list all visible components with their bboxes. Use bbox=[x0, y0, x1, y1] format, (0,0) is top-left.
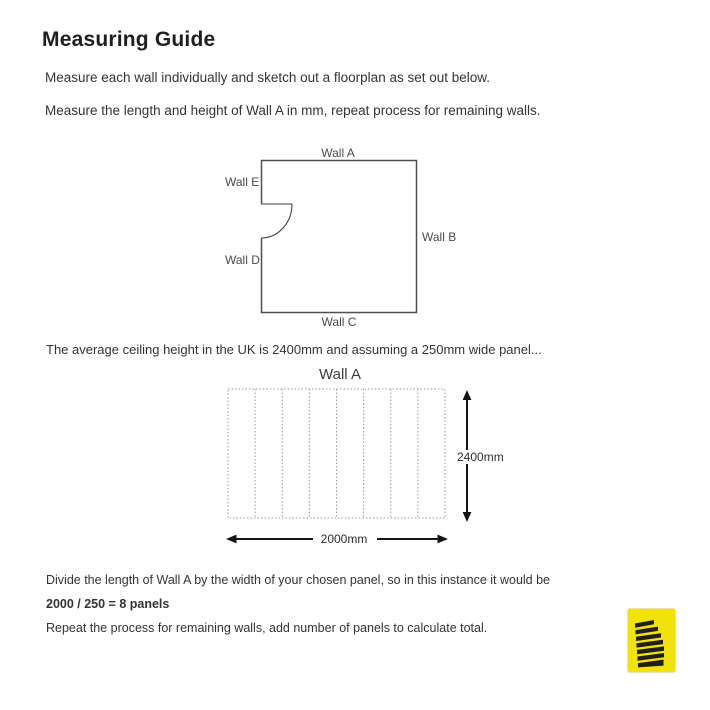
wall-d-label: Wall D bbox=[225, 253, 260, 267]
divide-line: Divide the length of Wall A by the width of your chosen panel, so in this instance it would be bbox=[46, 573, 550, 587]
panel-diagram-title: Wall A bbox=[319, 366, 361, 383]
wall-e-label: Wall E bbox=[225, 175, 260, 189]
logo-slats bbox=[635, 620, 664, 667]
stacked-panels-icon bbox=[628, 609, 675, 672]
arrow-down-icon bbox=[463, 512, 472, 522]
door-swing-arc bbox=[262, 204, 293, 238]
ceiling-note: The average ceiling height in the UK is 2400mm and assuming a 250mm wide panel... bbox=[46, 342, 542, 357]
arrow-right-icon bbox=[438, 535, 449, 544]
wall-b-label: Wall B bbox=[422, 230, 457, 244]
repeat-line: Repeat the process for remaining walls, add number of panels to calculate total. bbox=[46, 621, 488, 635]
formula-line: 2000 / 250 = 8 panels bbox=[46, 597, 170, 611]
floorplan-room-outline bbox=[262, 161, 417, 313]
intro-line-1: Measure each wall individually and sketch out a floorplan as set out below. bbox=[45, 70, 491, 85]
intro-line-2: Measure the length and height of Wall A in mm, repeat process for remaining walls. bbox=[45, 103, 541, 118]
brand-logo bbox=[628, 609, 675, 672]
arrow-left-icon bbox=[226, 535, 237, 544]
wall-c-label: Wall C bbox=[321, 315, 357, 329]
height-dimension-label: 2400mm bbox=[457, 450, 504, 464]
panel-outline bbox=[228, 389, 445, 518]
wall-a-label: Wall A bbox=[321, 146, 355, 160]
panel-grid bbox=[255, 389, 418, 518]
page-title: Measuring Guide bbox=[42, 28, 216, 51]
width-dimension-label: 2000mm bbox=[320, 532, 368, 546]
arrow-up-icon bbox=[463, 390, 472, 400]
